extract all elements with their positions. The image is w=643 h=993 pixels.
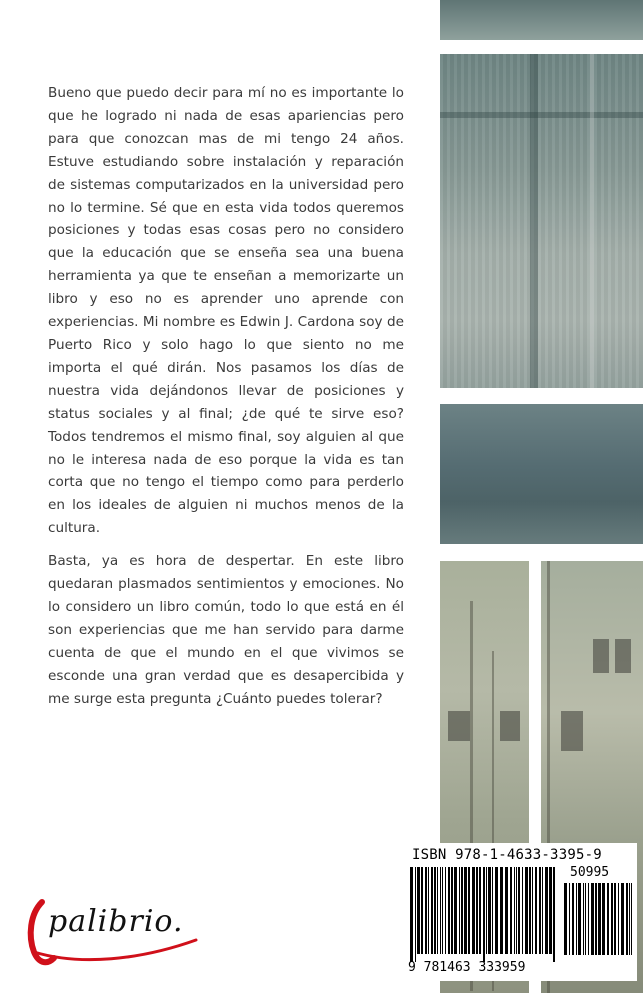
barcode-bar — [631, 883, 632, 955]
barcode-bar — [425, 867, 427, 954]
barcode-addon-digits: 50995 — [570, 865, 610, 880]
barcode-bar — [549, 867, 552, 954]
barcode-bar — [539, 867, 541, 954]
barcode-bar — [461, 867, 463, 954]
barcode-bar — [437, 867, 438, 954]
barcode-bar — [614, 883, 616, 955]
photo-panel-window-upper — [440, 54, 643, 388]
barcode-bar — [448, 867, 450, 954]
barcode-bar — [591, 883, 594, 955]
barcode-bar — [510, 867, 512, 954]
barcode-bar — [486, 867, 487, 954]
barcode-bar — [464, 867, 467, 954]
photo-panel-window-middle — [440, 404, 643, 544]
synopsis-text — [48, 82, 404, 710]
synopsis-paragraph-2: Basta, ya es hora de despertar. En este libro quedaran plasmados sentimientos y emociones. No lo considero un libro común, todo lo que está en él son experiencias que me han servido para darme cuenta de que el mundo en el que vivimos se esconde una gran verdad que es desapercibida y me surge esta pregunta ¿Cuánto puedes tolerar? — [48, 553, 404, 707]
barcode-bar — [535, 867, 537, 954]
barcode-bar — [479, 867, 481, 954]
barcode-bar — [440, 867, 441, 954]
barcode-bar — [442, 867, 443, 954]
barcode-bar — [611, 883, 613, 955]
photo-panel-top — [440, 0, 643, 40]
barcode-main-bars — [410, 867, 556, 962]
barcode-bar — [607, 883, 609, 955]
barcode-bar — [569, 883, 570, 955]
isbn-barcode — [404, 843, 637, 981]
barcode-bar — [428, 867, 429, 954]
barcode-bar — [472, 867, 475, 954]
barcode-bar — [421, 867, 423, 954]
barcode-bar — [495, 867, 498, 954]
barcode-addon-bars — [564, 883, 632, 963]
barcode-bar — [542, 867, 543, 954]
barcode-bar — [545, 867, 548, 954]
barcode-bar — [451, 867, 453, 954]
barcode-bar — [468, 867, 470, 954]
barcode-bar — [618, 883, 619, 955]
barcode-bar — [415, 867, 416, 962]
barcode-bar — [576, 883, 577, 955]
barcode-bar — [583, 883, 584, 955]
synopsis-paragraph-1: Bueno que puedo decir para mí no es importante lo que he logrado ni nada de esas apariencias pero para que conozcan mas de mi tengo 24 años. Estuve estudiando sobre instalación y reparación de sistemas computarizados en la universidad pero no lo termine. Sé que en esta vida todos queremos posiciones y todas esas cosas pero no considero que la educación que se enseña sea una buena herramienta ya que te enseñan a memorizarte un libro y eso no es aprender uno aprende con experiencias. Mi nombre es Edwin J. Cardona soy de Puerto Rico y solo hago lo que siento no me importa el qué dirán. Nos pasamos los días de nuestra vida dejándonos llevar de posiciones y status sociales y al final; ¿de qué te sirve eso? Todos tendremos el mismo final, soy alguien al que no le interesa nada de eso porque la vida es tan corta que no tengo el tiempo como para perderlo en los ideales de alguien ni muchos menos de la cultura. — [48, 85, 404, 537]
barcode-ean-digits: 9 781463 333959 — [408, 960, 526, 975]
barcode-bar — [492, 867, 493, 954]
barcode-bar — [476, 867, 478, 954]
barcode-bar — [417, 867, 420, 954]
barcode-bar — [459, 867, 460, 954]
barcode-bar — [621, 883, 624, 955]
barcode-bar — [522, 867, 523, 954]
barcode-bar — [602, 883, 605, 955]
barcode-bar — [525, 867, 528, 954]
barcode-bar — [431, 867, 433, 954]
isbn-label: ISBN 978-1-4633-3395-9 — [412, 847, 602, 863]
barcode-bar — [564, 883, 567, 955]
barcode-bar — [434, 867, 436, 954]
barcode-bar — [588, 883, 589, 955]
barcode-bar — [598, 883, 601, 955]
barcode-bar — [410, 867, 413, 962]
barcode-bar — [488, 867, 491, 954]
barcode-bar — [483, 867, 485, 962]
barcode-bar — [505, 867, 508, 954]
barcode-bar — [516, 867, 517, 954]
barcode-bar — [454, 867, 457, 954]
barcode-bar — [514, 867, 515, 954]
logo-wordmark: palibrio. — [48, 904, 184, 939]
barcode-bar — [629, 883, 630, 955]
barcode-bar — [626, 883, 628, 955]
barcode-bar — [529, 867, 531, 954]
publisher-logo — [20, 896, 210, 972]
barcode-bar — [585, 883, 586, 955]
barcode-bar — [595, 883, 597, 955]
barcode-bar — [572, 883, 574, 955]
barcode-bar — [578, 883, 581, 955]
barcode-bar — [532, 867, 533, 954]
barcode-bar — [518, 867, 520, 954]
barcode-bar — [500, 867, 503, 954]
barcode-bar — [445, 867, 446, 954]
barcode-bar — [553, 867, 555, 962]
